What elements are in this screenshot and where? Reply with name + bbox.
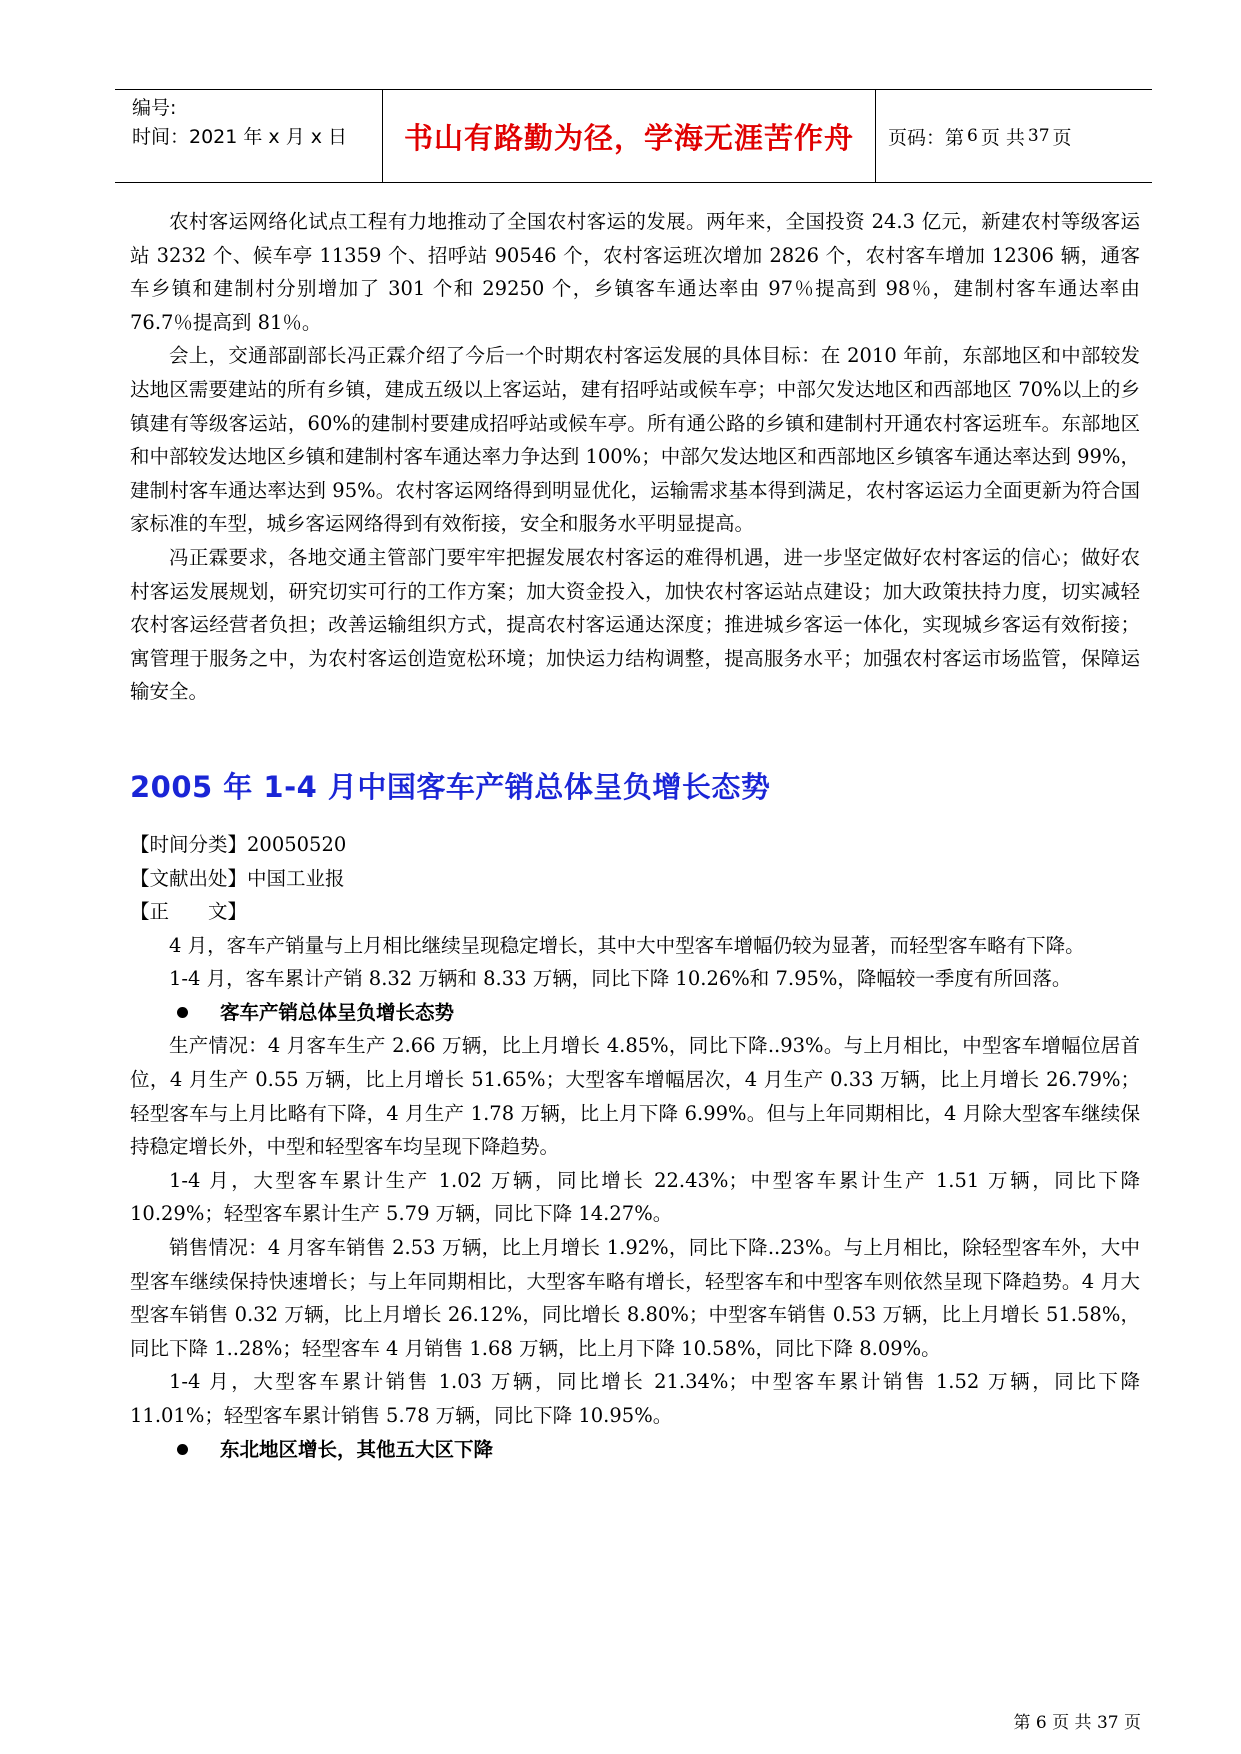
intro-paragraph: 农村客运网络化试点工程有力地推动了全国农村客运的发展。两年来，全国投资 24.3 亿元，新建农村等级客运站 3232 个、候车亭 11359 个、招呼站 90546 个，农村客运班次增加 2826 个，农村客车增加 12306 辆，通客车乡镇和建制村分别增加了 301 个和 29250 个，乡镇客车通达率由 97％提高到 98％，建制村客车通达率由 76.7％提高到 81％。 (130, 210, 1140, 334)
page-suffix: 页 (1052, 126, 1072, 149)
page-total: 37 (1027, 126, 1050, 146)
header-page-number (876, 90, 1152, 182)
header-left-cell (115, 90, 382, 182)
article-source: 【文献出处】中国工业报 (130, 866, 345, 890)
page-prefix: 页码：第 (888, 126, 965, 149)
article-paragraph: 销售情况：4 月客车销售 2.53 万辆，比上月增长 1.92%，同比下降..23%。与上月相比，除轻型客车外，大中型客车继续保持快速增长；与上年同期相比，大型客车略有增长，轻型客车和中型客车则依然呈现下降趋势。4 月大型客车销售 0.32 万辆，比上月增长 26.12%，同比增长 8.80%；中型客车销售 0.53 万辆，比上月增长 51.58%，同比下降 1..28%；轻型客车 4 月销售 1.68 万辆，比上月下降 10.58%，同比下降 8.09%。 (130, 1236, 1140, 1360)
bullet-dot-icon (177, 1444, 188, 1455)
section-bullet (130, 1433, 1140, 1467)
document-number-label: 编号: (132, 97, 177, 119)
article-paragraph: 1-4 月，大型客车累计生产 1.02 万辆，同比增长 22.43%；中型客车累计生产 1.51 万辆，同比下降 10.29%；轻型客车累计生产 5.79 万辆，同比下降 14.27%。 (130, 1168, 1140, 1226)
intro-paragraph: 冯正霖要求，各地交通主管部门要牢牢把握发展农村客运的难得机遇，进一步坚定做好农村客运的信心；做好农村客运发展规划，研究切实可行的工作方案；加大资金投入，加快农村客运站点建设；加大政策扶持力度，切实减轻农村客运经营者负担；改善运输组织方式，提高农村客运通达深度；推进城乡客运一体化，实现城乡客运有效衔接；寓管理于服务之中，为农村客运创造宽松环境；加快运力结构调整，提高服务水平；加强农村客运市场监管，保障运输安全。 (130, 545, 1140, 704)
article-paragraph: 生产情况：4 月客车生产 2.66 万辆，比上月增长 4.85%，同比下降..93%。与上月相比，中型客车增幅位居首位，4 月生产 0.55 万辆，比上月增长 51.65%；大型客车增幅居次，4 月生产 0.33 万辆，比上月增长 26.79%；轻型客车与上月比略有下降，4 月生产 1.78 万辆，比上月下降 6.99%。但与上年同期相比，4 月除大型客车继续保持稳定增长外，中型和轻型客车均呈现下降趋势。 (130, 1034, 1140, 1159)
page-mid: 页 共 (980, 126, 1025, 149)
page-current: 6 (967, 126, 978, 146)
document-body (130, 205, 1140, 1466)
page-header (115, 89, 1152, 183)
section-bullet-text: 东北地区增长，其他五大区下降 (220, 1437, 494, 1461)
intro-paragraph: 会上，交通部副部长冯正霖介绍了今后一个时期农村客运发展的具体目标：在 2010 年前，东部地区和中部较发达地区需要建站的所有乡镇，建成五级以上客运站，建有招呼站或候车亭；中部欠发达地区和西部地区 70%以上的乡镇建有等级客运站，60%的建制村要建成招呼站或候车亭。所有通公路的乡镇和建制村开通农村客运班车。东部地区和中部较发达地区乡镇和建制村客车通达率力争达到 100%；中部欠发达地区和西部地区乡镇客车通达率达到 99%，建制村客车通达率达到 95%。农村客运网络得到明显优化，运输需求基本得到满足，农村客运运力全面更新为符合国家标准的车型，城乡客运网络得到有效衔接，安全和服务水平明显提高。 (130, 344, 1140, 536)
article-body-label: 【正 文】 (130, 900, 248, 924)
section-bullet-text: 客车产销总体呈负增长态势 (220, 1000, 455, 1024)
article-paragraph: 4 月，客车产销量与上月相比继续呈现稳定增长，其中大中型客车增幅仍较为显著，而轻型客车略有下降。 (169, 933, 1085, 957)
article-title: 2005 年 1-4 月中国客车产销总体呈负增长态势 (130, 769, 771, 804)
section-bullet (130, 996, 1140, 1030)
header-motto: 书山有路勤为径，学海无涯苦作舟 (382, 90, 876, 182)
article-paragraph: 1-4 月，客车累计产销 8.32 万辆和 8.33 万辆，同比下降 10.26%和 7.95%，降幅较一季度有所回落。 (169, 967, 1072, 991)
page-footer: 第 6 页 共 37 页 (1013, 1713, 1141, 1733)
bullet-dot-icon (177, 1007, 188, 1018)
document-time-label: 时间：2021 年 x 月 x 日 (132, 126, 348, 148)
article-time-category: 【时间分类】20050520 (130, 832, 347, 856)
article-paragraph: 1-4 月，大型客车累计销售 1.03 万辆，同比增长 21.34%；中型客车累计销售 1.52 万辆，同比下降 11.01%；轻型客车累计销售 5.78 万辆，同比下降 10.95%。 (130, 1370, 1140, 1427)
